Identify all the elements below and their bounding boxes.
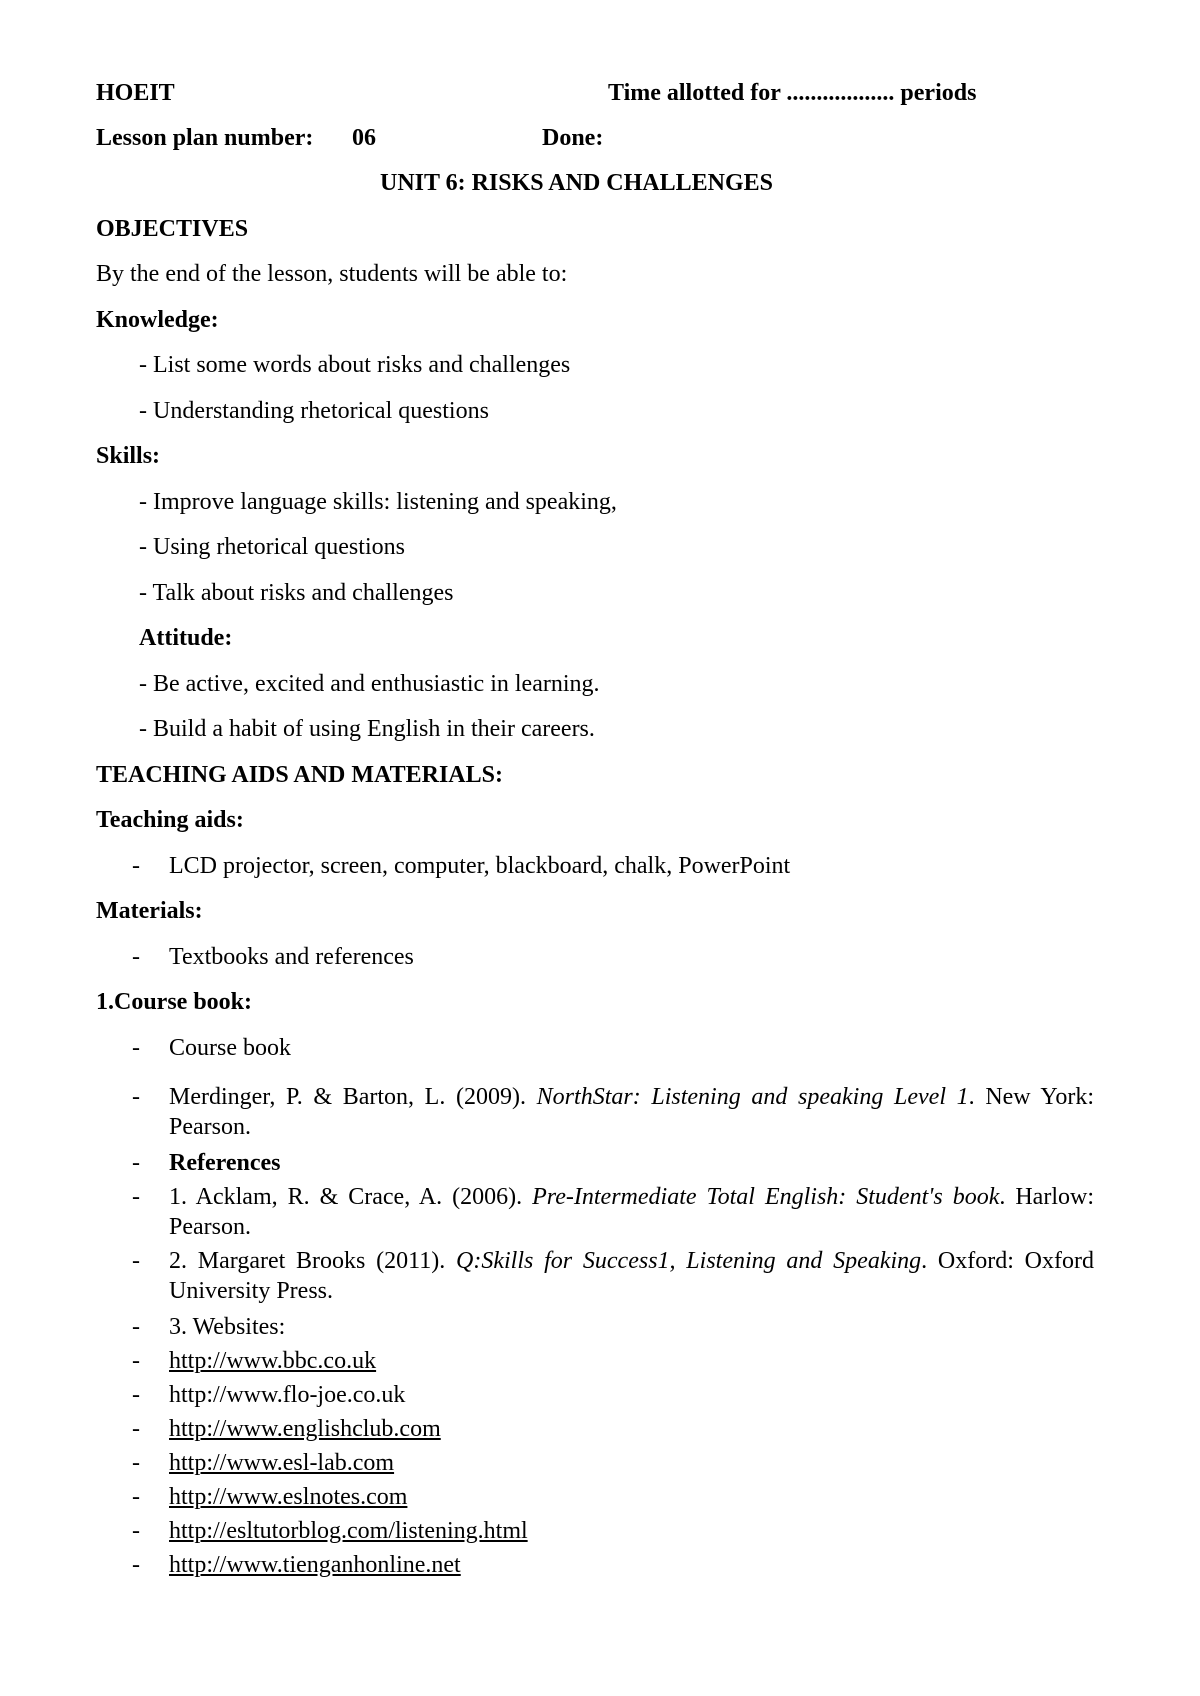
reference-merdinger (169, 1082, 1094, 1142)
bullet-dash: - (132, 1518, 140, 1544)
bullet-dash: - (132, 853, 140, 879)
skills-heading: Skills: (96, 443, 161, 469)
bullet-dash: - (132, 1035, 140, 1061)
reference-author: 2. Margaret Brooks (2011). (169, 1248, 457, 1274)
page-title: UNIT 6: RISKS AND CHALLENGES (380, 170, 773, 196)
lesson-plan-number: 06 (352, 125, 376, 151)
reference-brooks (169, 1246, 1094, 1306)
materials-item: Textbooks and references (169, 944, 414, 970)
skills-item: - Improve language skills: listening and speaking, (139, 489, 617, 515)
bullet-dash: - (132, 1084, 140, 1110)
reference-acklam (169, 1182, 1094, 1242)
org-name: HOEIT (96, 80, 175, 106)
website-link[interactable]: http://esltutorblog.com/listening.html (169, 1518, 528, 1544)
reference-title: NorthStar: Listening and speaking Level 1 (536, 1084, 969, 1110)
bullet-dash: - (132, 1184, 140, 1210)
lesson-plan-label: Lesson plan number: (96, 125, 314, 151)
bullet-dash: - (132, 1552, 140, 1578)
attitude-heading: Attitude: (139, 625, 233, 651)
materials-heading: Materials: (96, 898, 203, 924)
reference-title: Pre-Intermediate Total English: Student's book (532, 1184, 1000, 1210)
course-book-heading: 1.Course book: (96, 989, 253, 1015)
bullet-dash: - (132, 1450, 140, 1476)
bullet-dash: - (132, 1348, 140, 1374)
bullet-dash: - (132, 944, 140, 970)
teaching-aids-item: LCD projector, screen, computer, blackboard, chalk, PowerPoint (169, 853, 791, 879)
website-link[interactable]: http://www.tienganhonline.net (169, 1552, 461, 1578)
attitude-item: - Build a habit of using English in their careers. (139, 716, 595, 742)
website-link[interactable]: http://www.esl-lab.com (169, 1450, 395, 1476)
skills-item: - Talk about risks and challenges (139, 580, 454, 606)
reference-publisher: . Oxford: Oxford University Press. (169, 1248, 1094, 1304)
reference-publisher: . Harlow: Pearson. (169, 1184, 1094, 1240)
reference-title: Q:Skills for Success1, Listening and Speaking (456, 1248, 922, 1274)
bullet-dash: - (132, 1150, 140, 1176)
objectives-heading: OBJECTIVES (96, 216, 249, 242)
knowledge-item: - List some words about risks and challenges (139, 352, 571, 378)
reference-author: Merdinger, P. & Barton, L. (2009). (169, 1084, 537, 1110)
attitude-item: - Be active, excited and enthusiastic in learning. (139, 671, 600, 697)
reference-publisher: . New York: Pearson. (169, 1084, 1095, 1140)
website-link[interactable]: http://www.englishclub.com (169, 1416, 441, 1442)
bullet-dash: - (132, 1484, 140, 1510)
done-label: Done: (542, 125, 604, 151)
teaching-aids-heading: Teaching aids: (96, 807, 244, 833)
aids-heading: TEACHING AIDS AND MATERIALS: (96, 762, 503, 788)
bullet-dash: - (132, 1248, 140, 1274)
website-link[interactable]: http://www.bbc.co.uk (169, 1348, 377, 1374)
website-link[interactable]: http://www.eslnotes.com (169, 1484, 408, 1510)
time-allotted: Time allotted for .................. periods (608, 80, 977, 106)
bullet-dash: - (132, 1314, 140, 1340)
website-link[interactable]: http://www.flo-joe.co.uk (169, 1382, 406, 1408)
bullet-dash: - (132, 1416, 140, 1442)
references-label: References (169, 1150, 281, 1176)
course-book-item: Course book (169, 1035, 291, 1061)
knowledge-heading: Knowledge: (96, 307, 219, 333)
websites-label: 3. Websites: (169, 1314, 286, 1340)
bullet-dash: - (132, 1382, 140, 1408)
knowledge-item: - Understanding rhetorical questions (139, 398, 489, 424)
objectives-intro: By the end of the lesson, students will be able to: (96, 261, 568, 287)
skills-item: - Using rhetorical questions (139, 534, 405, 560)
reference-author: 1. Acklam, R. & Crace, A. (2006). (169, 1184, 533, 1210)
